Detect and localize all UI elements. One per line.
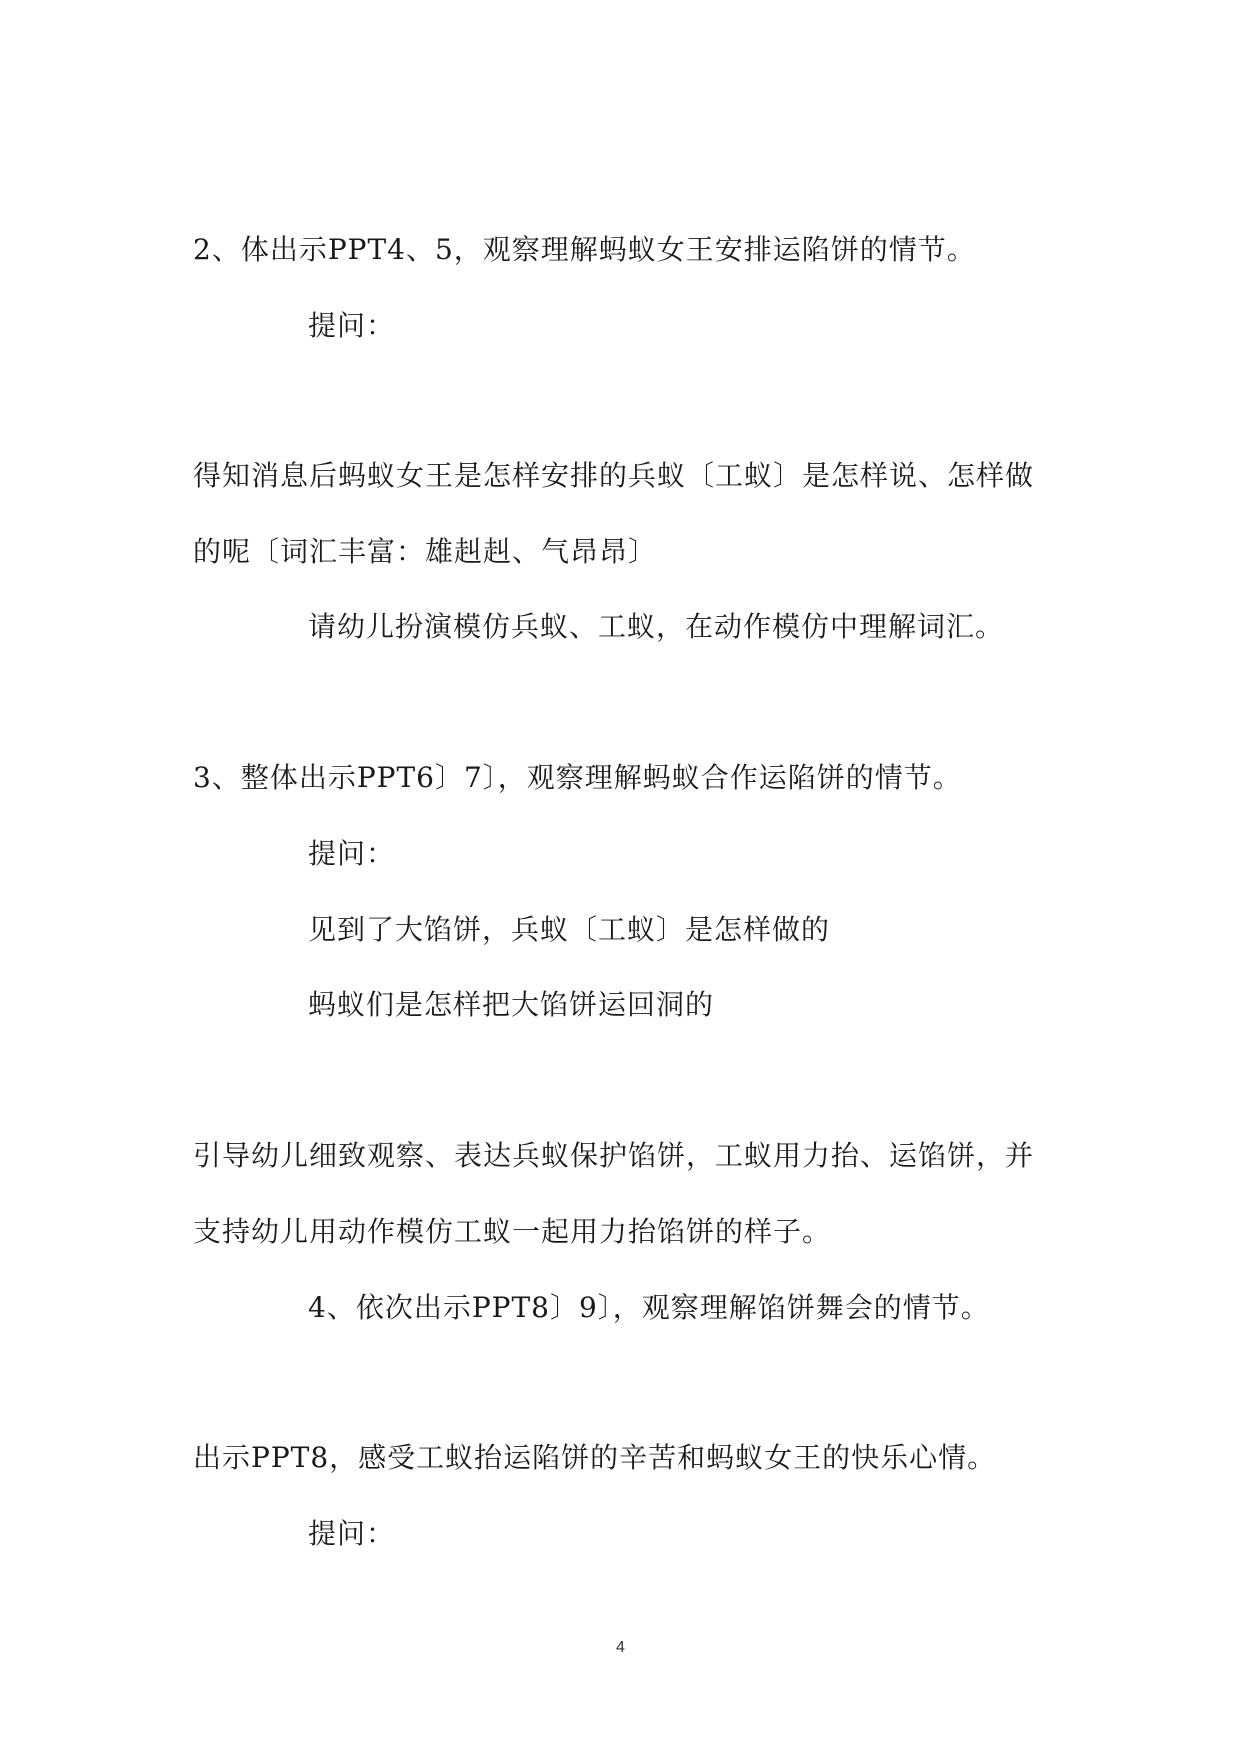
- paragraph-vocabulary: 的呢〔词汇丰富：雄赳赳、气昂昂〕: [193, 535, 658, 568]
- question-item-2: 蚂蚁们是怎样把大馅饼运回洞的: [308, 988, 715, 1021]
- question-item-1: 见到了大馅饼，兵蚁〔工蚁〕是怎样做的: [308, 913, 831, 946]
- question-label-3: 提问：: [308, 1517, 396, 1550]
- paragraph-step-2: 2、体出示PPT4、5，观察理解蚂蚁女王安排运陷饼的情节。: [193, 233, 976, 266]
- question-label-1: 提问：: [308, 309, 396, 342]
- paragraph-imitation: 支持幼儿用动作模仿工蚁一起用力抬馅饼的样子。: [193, 1215, 832, 1248]
- paragraph-queen-arrangement: 得知消息后蚂蚁女王是怎样安排的兵蚁〔工蚁〕是怎样说、怎样做: [193, 459, 1035, 492]
- paragraph-ppt8: 出示PPT8，感受工蚁抬运陷饼的辛苦和蚂蚁女王的快乐心情。: [193, 1441, 997, 1474]
- paragraph-step-4: 4、依次出示PPT8〕9〕，观察理解馅饼舞会的情节。: [308, 1291, 990, 1324]
- paragraph-step-3: 3、整体出示PPT6〕7〕，观察理解蚂蚁合作运陷饼的情节。: [193, 761, 962, 794]
- question-label-2: 提问：: [308, 837, 396, 870]
- page-number: 4: [616, 1639, 625, 1656]
- paragraph-guidance: 引导幼儿细致观察、表达兵蚁保护馅饼，工蚁用力抬、运馅饼，并: [193, 1139, 1035, 1172]
- paragraph-role-play: 请幼儿扮演模仿兵蚁、工蚁，在动作模仿中理解词汇。: [308, 610, 1005, 643]
